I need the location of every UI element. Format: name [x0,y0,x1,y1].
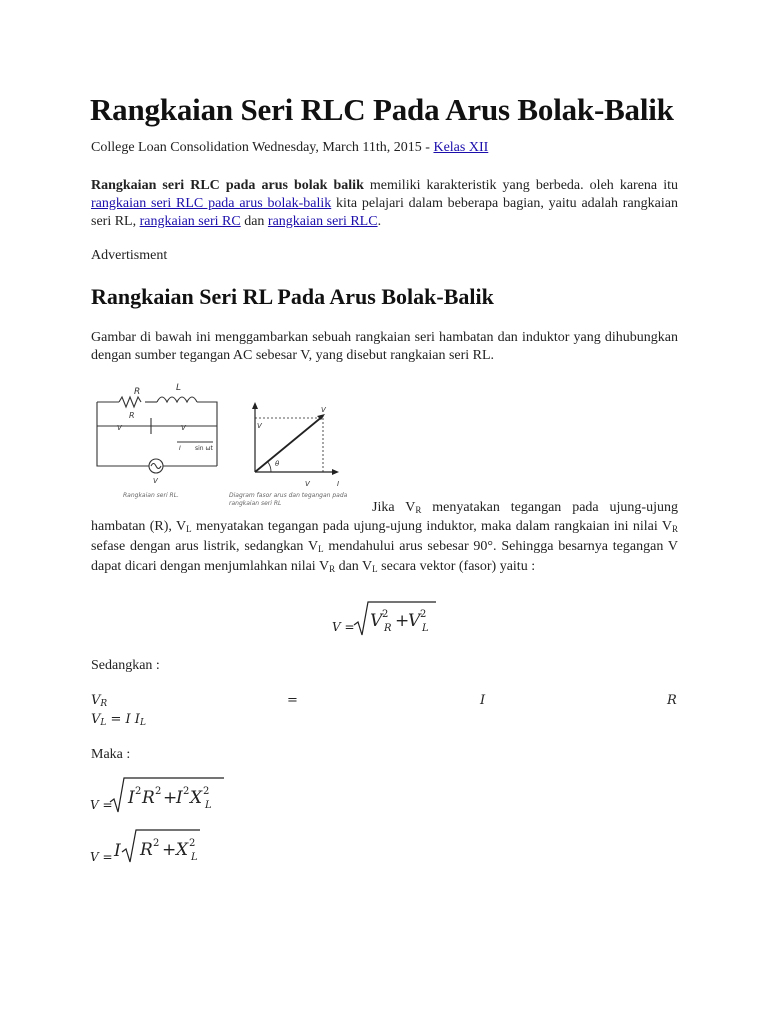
svg-text:+: + [163,788,178,808]
section-heading: Rangkaian Seri RL Pada Arus Bolak-Balik [91,284,494,309]
svg-text:2: 2 [203,786,210,797]
maka-label: Maka : [91,747,131,762]
label-vl-phasor: V [257,422,262,430]
svg-text:V: V [370,611,383,631]
link-rangkaian-seri-rc[interactable]: rangkaian seri RC [139,214,241,229]
eq4-lhs: V = [90,850,113,864]
label-R-lower: R [129,411,135,420]
label-theta: θ [275,460,280,468]
link-rlc-bolak-balik[interactable]: rangkaian seri RLC pada arus bolak-balik [91,196,332,211]
label-I-phasor: I [337,480,340,488]
eq4-I: I [114,841,121,861]
resistor-symbol [119,397,141,407]
svg-text:L: L [191,852,198,863]
equation-vr: $V_R$ = I R [91,693,677,709]
svg-text:2: 2 [135,786,142,797]
svg-text:2: 2 [153,838,160,849]
label-vr-phasor: V [305,480,310,488]
equation-v-factored [90,828,220,873]
equation-vl: $V_L = I$ $I_L$ [91,712,146,728]
inductor-symbol [157,397,197,402]
circuit-diagram [97,397,217,473]
section-paragraph: Gambar di bawah ini menggambarkan sebuah rangkaian seri hambatan dan induktor yang dihubungkan dengan sumber tegangan AC sebesar V, yang disebut rangkaian seri RL. [91,330,678,363]
phasor-caption-2: rangkaian seri RL [229,500,282,507]
label-imaks: I [179,445,181,452]
svg-text:2: 2 [183,786,190,797]
intro-text-2: kita pelajari dalam beberapa bagian, yaitu adalah rangkaian seri RL, [91,196,678,229]
label-vr-circuit: V [117,424,122,432]
rl-circuit-figure [91,380,371,512]
svg-text:R: R [384,623,392,634]
paragraph-2: hambatan (R), $V_L$ menyatakan tegangan pada ujung-ujung induktor, maka dalam rangkaian ini nilai $V_R$ sefase dengan arus listrik, sedangkan $V_L$ mendahului arus sebesar 90°. Sehingga besarnya tegangan V dapat dicari dengan menjumlahkan nilai $V_R$ dan $V_L$ secara vektor (fasor) yaitu : [91,519,678,574]
post-meta [91,140,488,156]
label-v-phasor: V [321,406,326,414]
advertisment-label: Advertisment [91,248,168,263]
svg-text:2: 2 [189,838,196,849]
eq3-lhs: V = [90,798,113,812]
svg-text:V: V [408,611,421,631]
equation-v-vector [332,600,452,645]
label-V-source: V [153,477,158,485]
intro-text-4: . [377,214,382,229]
svg-text:2: 2 [420,609,427,620]
intro-paragraph [91,177,678,231]
svg-text:2: 2 [155,786,162,797]
svg-text:2: 2 [382,609,389,620]
equation-v-impedance [90,776,240,821]
intro-bold: Rangkaian seri RLC pada arus bolak balik [91,178,364,193]
label-L: L [176,383,182,393]
eq1-lhs: V = [332,620,355,634]
page-title: Rangkaian Seri RLC Pada Arus Bolak-Balik [90,92,674,127]
intro-text-1: memiliki karakteristik yang berbeda. oleh karena itu [363,178,678,193]
svg-text:I: I [176,788,183,808]
sedangkan-label: Sedangkan : [91,658,160,673]
svg-text:X: X [176,840,189,860]
svg-text:R: R [140,840,153,860]
post-meta-text: College Loan Consolidation Wednesday, March 11th, 2015 - [91,140,434,155]
link-rangkaian-seri-rlc[interactable]: rangkaian seri RLC [267,214,378,229]
svg-text:X: X [190,788,203,808]
svg-text:I: I [128,788,135,808]
svg-text:L: L [205,800,212,811]
svg-text:+: + [395,611,410,631]
intro-text-3: dan [240,214,268,229]
phasor-caption-1: Diagram fasor arus dan tegangan pada [229,492,348,499]
category-link[interactable]: Kelas XII [433,140,489,155]
label-R: R [134,387,141,397]
svg-text:+: + [162,840,177,860]
label-sin: sin ωt [195,445,213,452]
svg-text:L: L [422,623,429,634]
paragraph-2-first-line: Jika $V_R$ menyatakan tegangan pada ujung-ujung [372,500,678,515]
circuit-caption: Rangkaian seri RL. [123,492,179,499]
label-vl-circuit: V [181,424,186,432]
svg-text:R: R [142,788,155,808]
